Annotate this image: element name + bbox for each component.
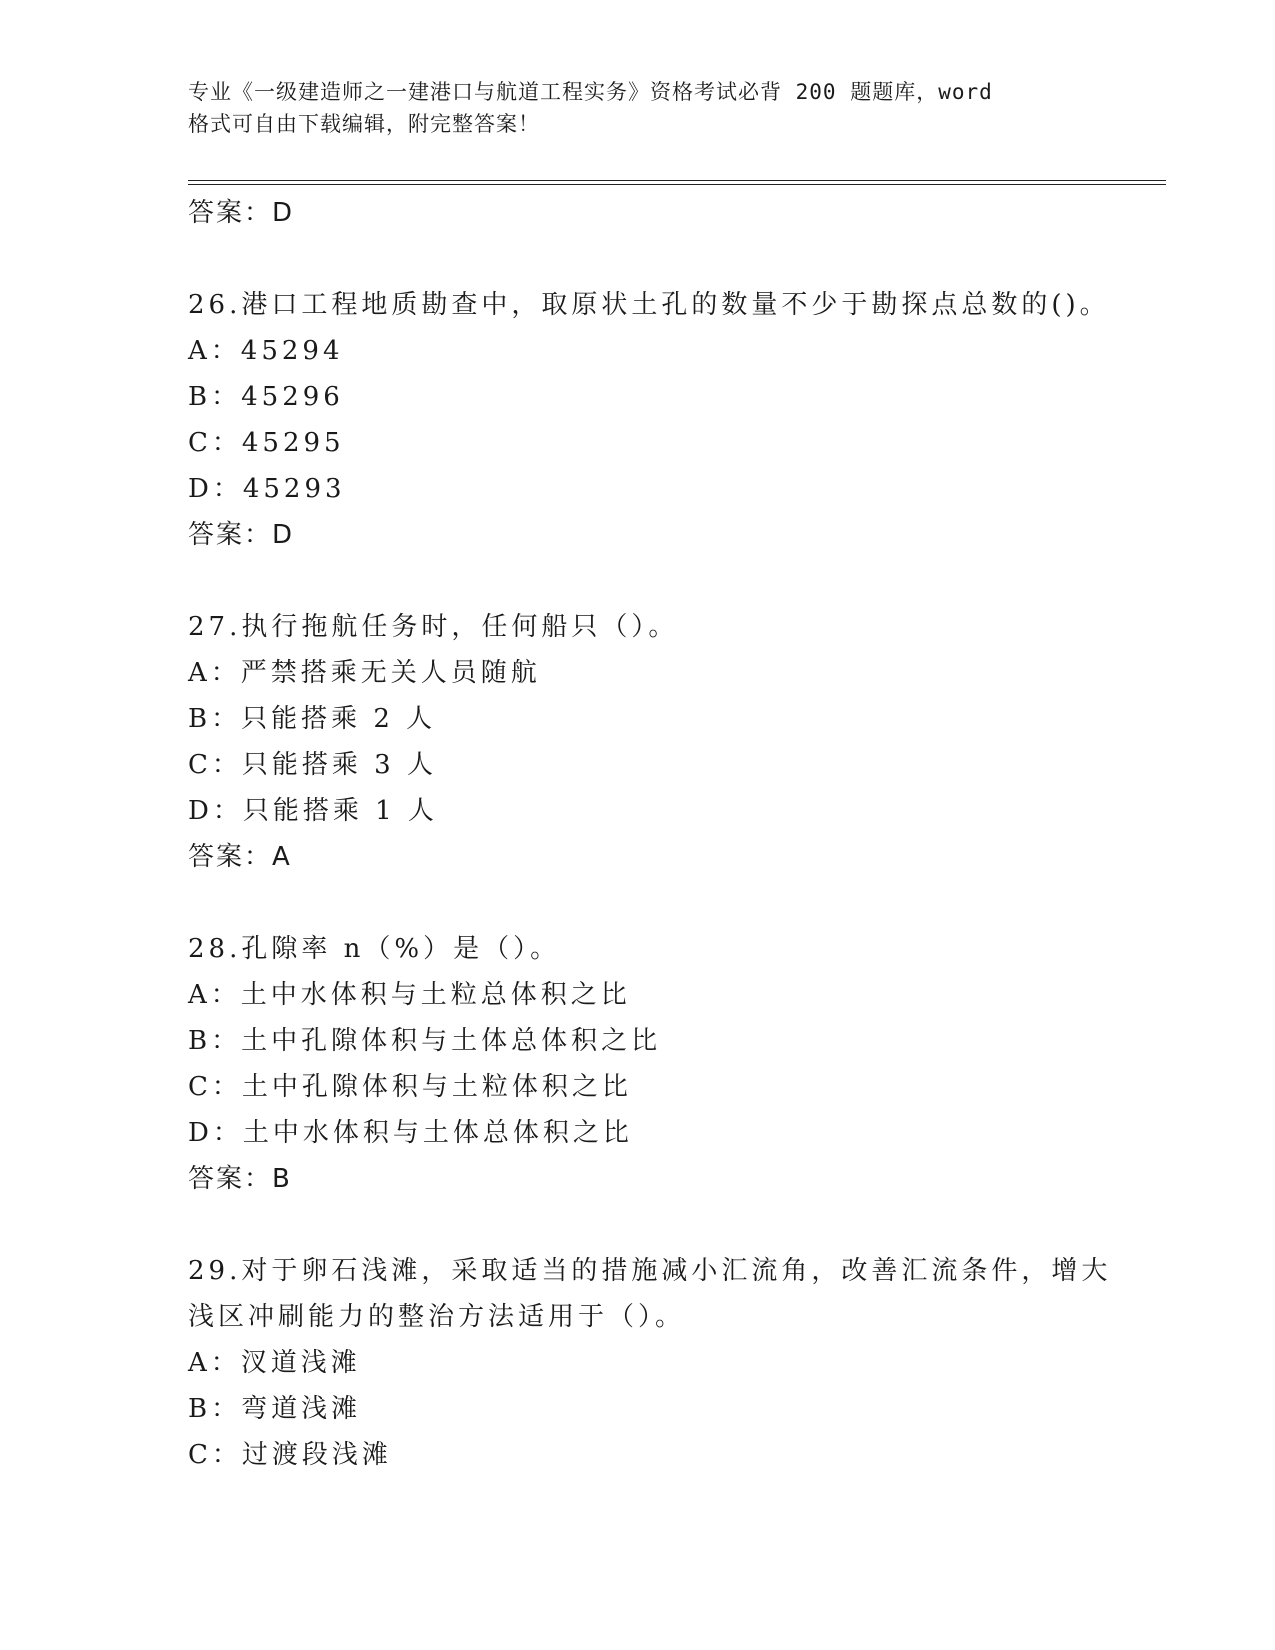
option-d: D：45293 xyxy=(188,474,346,504)
spacer xyxy=(188,1202,1088,1248)
question-stem-line-2: 浅区冲刷能力的整治方法适用于（）。 xyxy=(188,1302,686,1332)
option-c: C：只能搭乘 3 人 xyxy=(188,750,437,780)
question-stem: 27.执行拖航任务时，任何船只（）。 xyxy=(188,612,679,642)
question-stem-line-1: 29.对于卵石浅滩，采取适当的措施减小汇流角，改善汇流条件，增大 xyxy=(188,1256,1112,1286)
document-header xyxy=(188,76,1068,140)
option-a: A：严禁搭乘无关人员随航 xyxy=(188,658,541,688)
option-b: B：只能搭乘 2 人 xyxy=(188,704,437,734)
answer-line: 答案：D xyxy=(188,520,295,550)
question-26 xyxy=(188,282,1110,558)
question-stem: 26.港口工程地质勘查中，取原状土孔的数量不少于勘探点总数的()。 xyxy=(188,290,1110,320)
answer-line: 答案：B xyxy=(188,1164,292,1194)
answer-line: 答案：A xyxy=(188,842,292,872)
spacer xyxy=(188,558,1088,604)
question-list xyxy=(188,190,1112,1478)
answer-line: 答案：D xyxy=(188,198,295,228)
header-divider-top xyxy=(188,180,1166,181)
option-c: C：过渡段浅滩 xyxy=(188,1440,392,1470)
question-28 xyxy=(188,926,1088,1202)
spacer xyxy=(188,236,1088,282)
option-c: C：45295 xyxy=(188,428,345,458)
header-line-2: 格式可自由下载编辑，附完整答案！ xyxy=(188,112,540,136)
question-29 xyxy=(188,1248,1112,1478)
option-d: D：土中水体积与土体总体积之比 xyxy=(188,1118,633,1148)
header-line-1: 专业《一级建造师之一建港口与航道工程实务》资格考试必背 200 题题库，word xyxy=(188,80,993,104)
question-stem: 28.孔隙率 n（%）是（）。 xyxy=(188,934,561,964)
option-b: B：土中孔隙体积与土体总体积之比 xyxy=(188,1026,662,1056)
option-a: A：土中水体积与土粒总体积之比 xyxy=(188,980,631,1010)
spacer xyxy=(188,880,1088,926)
header-divider-bottom xyxy=(188,184,1166,185)
option-b: B：45296 xyxy=(188,382,344,412)
option-c: C：土中孔隙体积与土粒体积之比 xyxy=(188,1072,632,1102)
option-d: D：只能搭乘 1 人 xyxy=(188,796,438,826)
question-27 xyxy=(188,604,1088,880)
option-b: B：弯道浅滩 xyxy=(188,1394,362,1424)
option-a: A：汊道浅滩 xyxy=(188,1348,361,1378)
option-a: A：45294 xyxy=(188,336,344,366)
